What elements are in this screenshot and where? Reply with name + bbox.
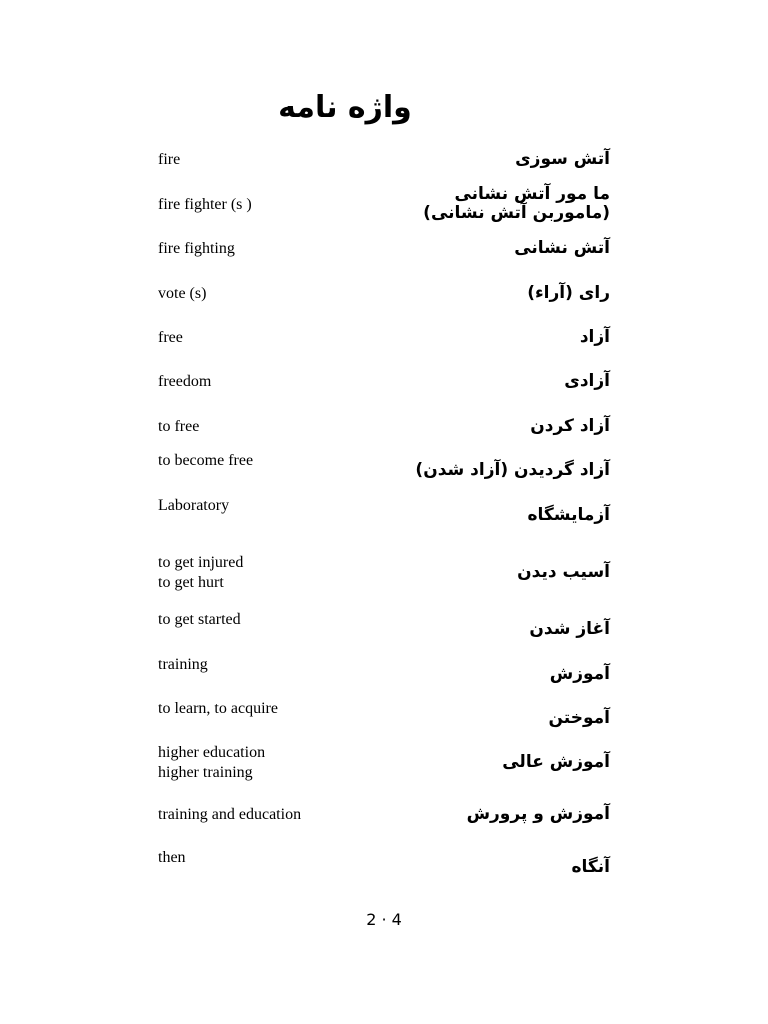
persian-term — [564, 370, 610, 392]
persian-term-line: آتش نشانی — [514, 238, 610, 258]
english-term — [158, 743, 265, 783]
persian-term — [514, 237, 610, 259]
persian-term — [571, 856, 610, 878]
english-term — [158, 417, 199, 437]
english-term — [158, 239, 235, 259]
persian-term — [548, 707, 610, 729]
persian-term — [550, 663, 610, 685]
english-term-line: to get started — [158, 611, 241, 628]
english-term — [158, 699, 278, 719]
persian-term-line: (ماموربن آتش نشانی) — [423, 203, 610, 223]
english-term — [158, 805, 301, 825]
english-term — [158, 284, 206, 304]
english-term — [158, 655, 208, 675]
english-term — [158, 372, 211, 392]
page-title: واژه نامه — [278, 90, 412, 125]
persian-term-line: آتش سوزی — [515, 149, 610, 169]
english-term-line: fire fighter (s ) — [158, 196, 252, 213]
english-term-line: higher training — [158, 764, 253, 781]
english-term-line: to learn, to acquire — [158, 700, 278, 717]
english-term-line: higher education — [158, 744, 266, 761]
english-term-line: to free — [158, 418, 200, 435]
persian-term-line: آزمایشگاه — [527, 505, 610, 525]
english-term — [158, 610, 241, 630]
persian-term-line: آزاد کردن — [530, 416, 610, 436]
persian-term — [527, 282, 610, 304]
english-term-line: Laboratory — [158, 497, 230, 514]
persian-term — [467, 803, 610, 825]
persian-term — [530, 415, 610, 437]
english-term-line: fire fighting — [158, 240, 235, 257]
persian-term — [502, 751, 610, 773]
persian-term — [527, 504, 610, 526]
english-term — [158, 451, 253, 471]
persian-term-line: آزادی — [564, 371, 610, 391]
english-term — [158, 150, 180, 170]
english-term — [158, 328, 183, 348]
persian-term-line: رای (آراء) — [527, 283, 610, 303]
english-term-line: vote (s) — [158, 285, 207, 302]
persian-term — [580, 326, 610, 348]
persian-term — [517, 561, 610, 583]
english-term-line: training and education — [158, 806, 302, 823]
english-term-line: to become free — [158, 452, 254, 469]
persian-term-line: آموزش — [549, 664, 610, 684]
persian-term-line: آسیب دیدن — [517, 562, 610, 582]
english-term — [158, 496, 229, 516]
english-term — [158, 553, 243, 593]
persian-term — [529, 618, 610, 640]
persian-term-line: آزاد — [579, 327, 610, 347]
persian-term-line: آموختن — [548, 708, 610, 728]
persian-term-line: آزاد گردیدن (آزاد شدن) — [415, 460, 610, 480]
english-term — [158, 195, 252, 215]
english-term-line: then — [158, 849, 186, 866]
english-term-line: free — [158, 329, 183, 346]
persian-term — [415, 459, 610, 481]
persian-term — [423, 183, 610, 224]
persian-term-line: آموزش و پرورش — [466, 804, 610, 824]
page-number: 2 · 4 — [366, 910, 402, 929]
english-term-line: to get injured — [158, 554, 244, 571]
persian-term-line: آغاز شدن — [529, 619, 610, 639]
english-term-line: to get hurt — [158, 574, 224, 591]
english-term-line: freedom — [158, 373, 212, 390]
persian-term — [515, 148, 610, 170]
english-term-line: fire — [158, 151, 181, 168]
persian-term-line: ما مور آتش نشانی — [454, 184, 610, 204]
english-term-line: training — [158, 656, 208, 673]
english-term — [158, 848, 186, 868]
persian-term-line: آنگاه — [571, 857, 610, 877]
persian-term-line: آموزش عالی — [502, 752, 610, 772]
